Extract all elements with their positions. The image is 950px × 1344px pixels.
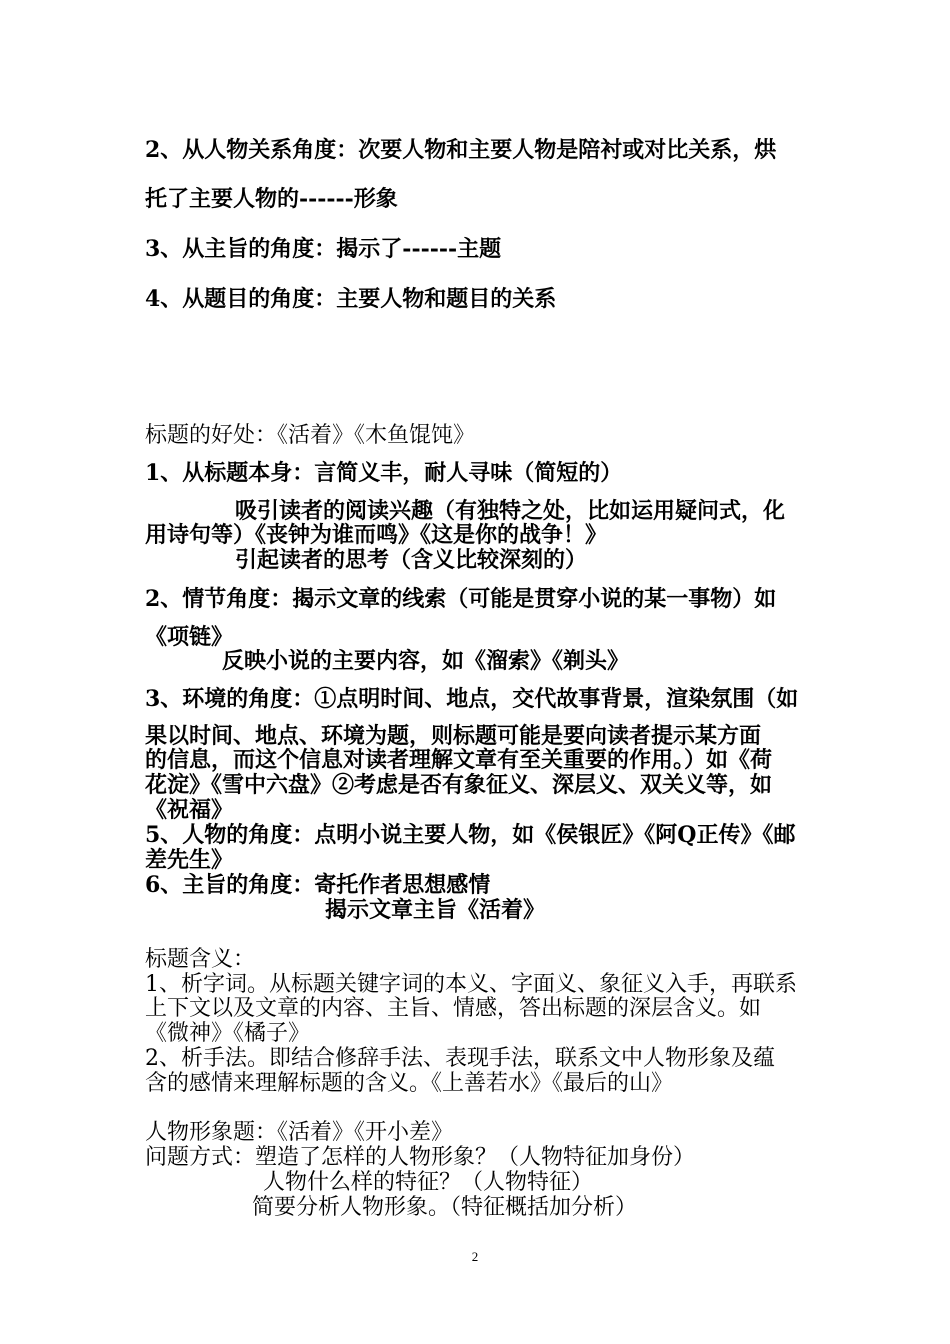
- page-number: 2: [471, 1249, 479, 1264]
- text-line: 引起读者的思考（含义比较深刻的）: [235, 547, 588, 573]
- text-line: 4、从题目的角度：主要人物和题目的关系: [145, 286, 557, 312]
- text-line: 《项链》: [145, 624, 234, 650]
- text-line: 6、主旨的角度：寄托作者思想感情: [145, 872, 491, 898]
- text-line: 1、从标题本身：言简义丰，耐人寻味（简短的）: [145, 460, 623, 486]
- text-line: 2、情节角度：揭示文章的线索（可能是贯穿小说的某一事物）如: [145, 586, 777, 612]
- text-line: 3、从主旨的角度：揭示了------主题: [145, 236, 502, 262]
- text-line: 2、析手法。即结合修辞手法、表现手法，联系文中人物形象及蕴: [145, 1046, 775, 1071]
- text-line: 上下文以及文章的内容、主旨、情感，答出标题的深层含义。如: [145, 996, 762, 1021]
- section-heading: 标题含义：: [145, 947, 256, 972]
- text-line: 问题方式：塑造了怎样的人物形象？（人物特征加身份）: [145, 1145, 696, 1170]
- text-line: 《祝福》: [145, 797, 234, 823]
- text-line: 简要分析人物形象。（特征概括加分析）: [252, 1195, 638, 1220]
- text-line: 用诗句等）《丧钟为谁而鸣》《这是你的战争！》: [145, 522, 608, 548]
- text-line: 2、从人物关系角度：次要人物和主要人物是陪衬或对比关系，烘: [145, 137, 777, 163]
- text-line: 含的感情来理解标题的含义。《上善若水》《最后的山》: [145, 1071, 674, 1096]
- text-line: 人物什么样的特征？（人物特征）: [263, 1170, 594, 1195]
- text-line: 果以时间、地点、环境为题，则标题可能是要向读者提示某方面: [145, 723, 762, 749]
- text-line: 3、环境的角度：①点明时间、地点，交代故事背景，渲染氛围（如: [145, 686, 799, 712]
- section-heading: 标题的好处：《活着》《木鱼馄饨》: [145, 423, 476, 448]
- text-line: 托了主要人物的------形象: [145, 186, 398, 212]
- text-line: 吸引读者的阅读兴趣（有独特之处，比如运用疑问式，化: [235, 498, 786, 524]
- section-heading: 人物形象题：《活着》《开小差》: [145, 1120, 454, 1145]
- text-line: 差先生》: [145, 847, 234, 873]
- text-line: 《微神》《橘子》: [145, 1021, 311, 1046]
- text-line: 花淀》《雪中六盘》②考虑是否有象征义、深层义、双关义等，如: [145, 772, 773, 798]
- text-line: 反映小说的主要内容，如《溜索》《剃头》: [222, 648, 630, 674]
- text-line: 1、析字词。从标题关键字词的本义、字面义、象征义入手，再联系: [145, 972, 797, 997]
- text-line: 揭示文章主旨《活着》: [325, 897, 546, 923]
- text-line: 的信息，而这个信息对读者理解文章有至关重要的作用。）如《荷: [145, 747, 773, 773]
- text-line: 5、人物的角度：点明小说主要人物，如《侯银匠》《阿Q正传》《邮: [145, 822, 796, 848]
